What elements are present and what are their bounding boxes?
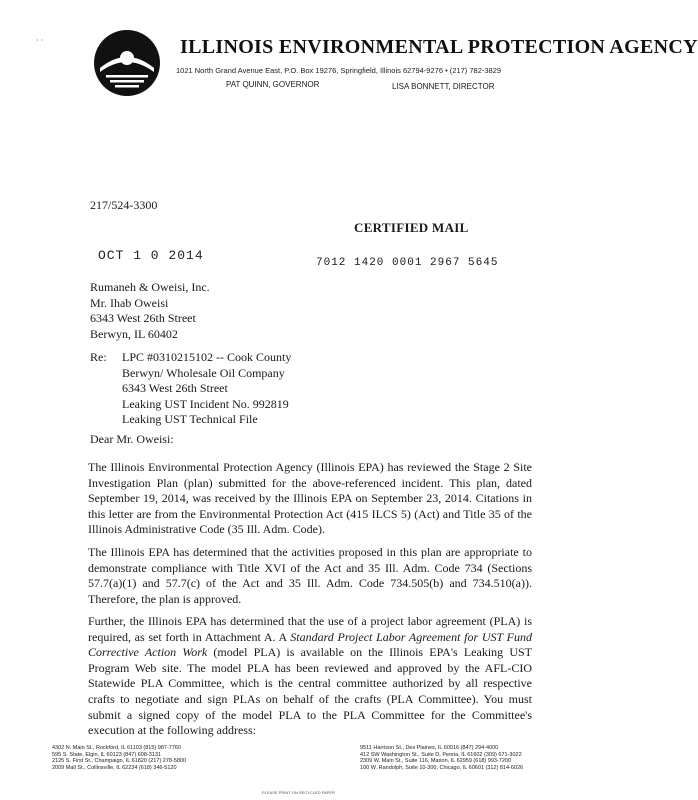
certified-mail-label: CERTIFIED MAIL (354, 220, 469, 235)
scan-marks: · · (36, 36, 44, 45)
footer-office: 2309 W. Main St., Suite 116, Marion, IL 62959 (618) 993-7200 (360, 758, 512, 764)
re-line: Leaking UST Technical File (122, 412, 258, 426)
footer-office: 9511 Harrison St., Des Plaines, IL 60016 (847) 294-4000 (360, 745, 499, 751)
tracking-number: 7012 1420 0001 2967 5645 (316, 257, 499, 269)
paragraph-pla (88, 614, 532, 739)
footer-offices-left (52, 745, 186, 771)
re-line: Berwyn/ Wholesale Oil Company (122, 365, 285, 380)
re-line: LPC #0310215102 -- Cook County (122, 350, 292, 364)
addressee-line: Mr. Ihab Oweisi (90, 295, 169, 310)
phone-number: 217/524-3300 (90, 198, 158, 212)
footer-office: 595 S. State, Elgin, IL 60123 (847) 608-3131 (52, 751, 161, 758)
re-line: 6343 West 26th Street (122, 381, 228, 395)
footer-office: 2125 S. First St., Champaign, IL 61820 (217) 278-5800 (52, 758, 187, 764)
addressee-block (90, 280, 210, 342)
illinois-epa-logo (92, 28, 162, 98)
footer-office: 100 W. Randolph, Suite 10-300, Chicago, IL 60601 (312) 814-6026 (360, 764, 524, 771)
pla-text-b: (model PLA) is available on the Illinois EPA's Leaking UST Program Web site. The model PLA has been reviewed and approved by the AFL-CIO Statewide PLA Committee, which is the central committee authorized by all respective crafts to negotiate and sign PLAs on behalf of the crafts (PLA Committee). You must submit a signed copy of the model PLA to the PLA Committee for the Committee's execution at the following address: (88, 645, 533, 738)
date-stamp: OCT 1 0 2014 (98, 248, 204, 263)
pla-title: Standard Project Labor Agreement for UST Fund Corrective Action Work (88, 629, 532, 660)
pla-text-a: Further, the Illinois EPA has determined that the use of a project labor agreement (PLA) is required, as set forth in Attachment A. A (88, 614, 532, 644)
footer-office: 412 SW Washington St., Suite D, Peoria, IL 61602 (309) 671-3022 (360, 751, 522, 758)
footer-note: PLEASE PRINT ON RECYCLED PAPER (262, 790, 335, 795)
salutation: Dear Mr. Oweisi: (90, 432, 174, 446)
governor-name: PAT QUINN, GOVERNOR (226, 80, 320, 89)
re-block (122, 350, 291, 428)
footer-office: 4302 N. Main St., Rockford, IL 61103 (815) 987-7760 (52, 745, 182, 751)
director-name: LISA BONNETT, DIRECTOR (392, 82, 495, 91)
addressee-line: Rumaneh & Oweisi, Inc. (90, 280, 210, 294)
agency-name: ILLINOIS ENVIRONMENTAL PROTECTION AGENCY (180, 36, 698, 58)
footer-office: 2009 Mall St., Collinsville, IL 62234 (618) 346-5120 (52, 764, 177, 771)
paragraph-approval: The Illinois EPA has determined that the activities proposed in this plan are appropriate to demonstrate compliance with Title XVI of the Act and 35 Ill. Adm. Code 734 (Sections 57.7(a)(1) and 57.7(c) of the Act and 35 Ill. Adm. Code 734.505(b) and 734.510(a)). Therefore, the plan is approved. (88, 545, 532, 606)
footer-offices-right (360, 745, 523, 771)
addressee-line: Berwyn, IL 60402 (90, 326, 178, 341)
addressee-line: 6343 West 26th Street (90, 311, 196, 325)
re-label: Re: (90, 350, 107, 364)
re-line: Leaking UST Incident No. 992819 (122, 396, 289, 411)
paragraph-review: The Illinois Environmental Protection Agency (Illinois EPA) has reviewed the Stage 2 Site Investigation Plan (plan) submitted for the above-referenced incident. This plan, dated September 19, 2014, was received by the Illinois EPA on September 23, 2014. Citations in this letter are from the Environmental Protection Act (415 ILCS 5) (Act) and Title 35 of the Illinois Administrative Code (35 Ill. Adm. Code). (88, 460, 532, 537)
agency-address: 1021 North Grand Avenue East, P.O. Box 19276, Springfield, Illinois 62794-9276 • (217) 782-3829 (176, 66, 502, 75)
